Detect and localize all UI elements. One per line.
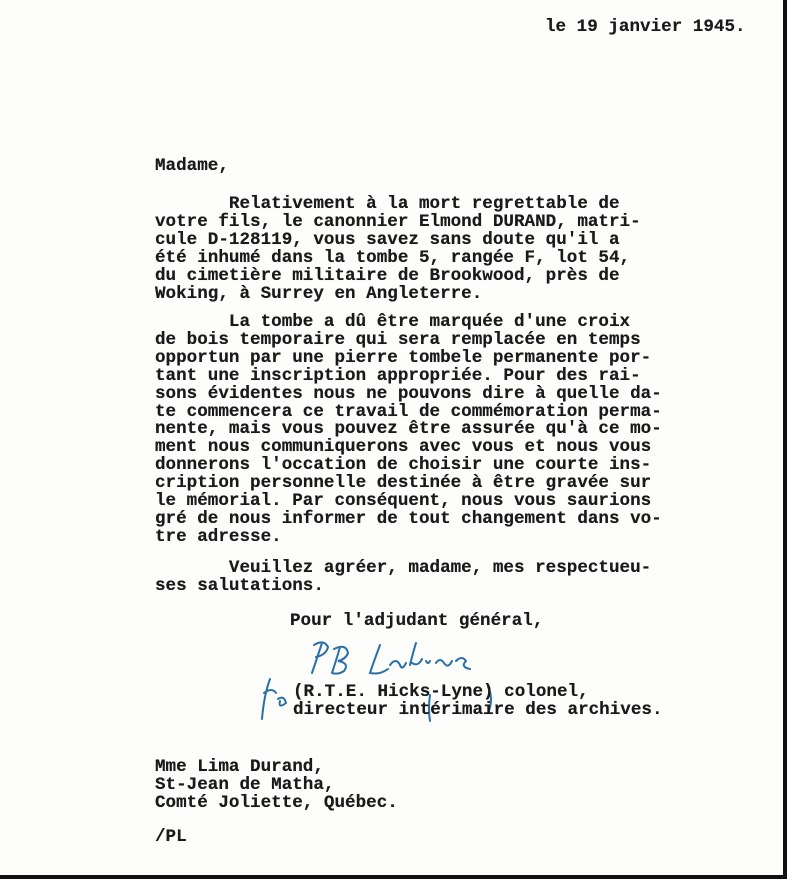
- for-line: Pour l'adjudant général,: [290, 611, 544, 631]
- reference-initials: /PL: [155, 827, 187, 847]
- letter-date: le 19 janvier 1945.: [545, 17, 746, 37]
- recipient-address: Mme Lima Durand, St-Jean de Matha, Comté Joliette, Québec.: [155, 757, 398, 813]
- closing-paragraph: Veuillez agréer, madame, mes respectueu- ses salutations.: [155, 558, 652, 596]
- paragraph-1: Relativement à la mort regrettable de votre fils, le canonnier Elmond DURAND, matri- cule D-128119, vous savez sans doute qu'il a été inhumé dans la tombe 5, rangée F, lot 54, du cimetière militaire de Brookwood, près de Woking, à Surrey en Angleterre.: [155, 194, 641, 304]
- salutation: Madame,: [155, 156, 229, 176]
- paragraph-2: La tombe a dû être marquée d'une croix de bois temporaire qui sera remplacée en temps opportun par une pierre tombele permanente por- tant une inscription appropriée. Pour des rai- sons évidentes nous ne pouvons dire à quelle da- te commencera ce travail de commémoration perma- nente, mais vous pouvez être assurée qu'à ce mo- ment nous communiquerons avec vous et nous vous donnerons l'occation de choisir une courte ins- cription personnelle destinée à être gravée sur le mémorial. Par conséquent, nous vous saurions gré de nous informer de tout changement dans vo- tre adresse.: [155, 312, 662, 547]
- signatory-block: (R.T.E. Hicks-Lyne) colonel, directeur intérimaire des archives.: [293, 682, 663, 720]
